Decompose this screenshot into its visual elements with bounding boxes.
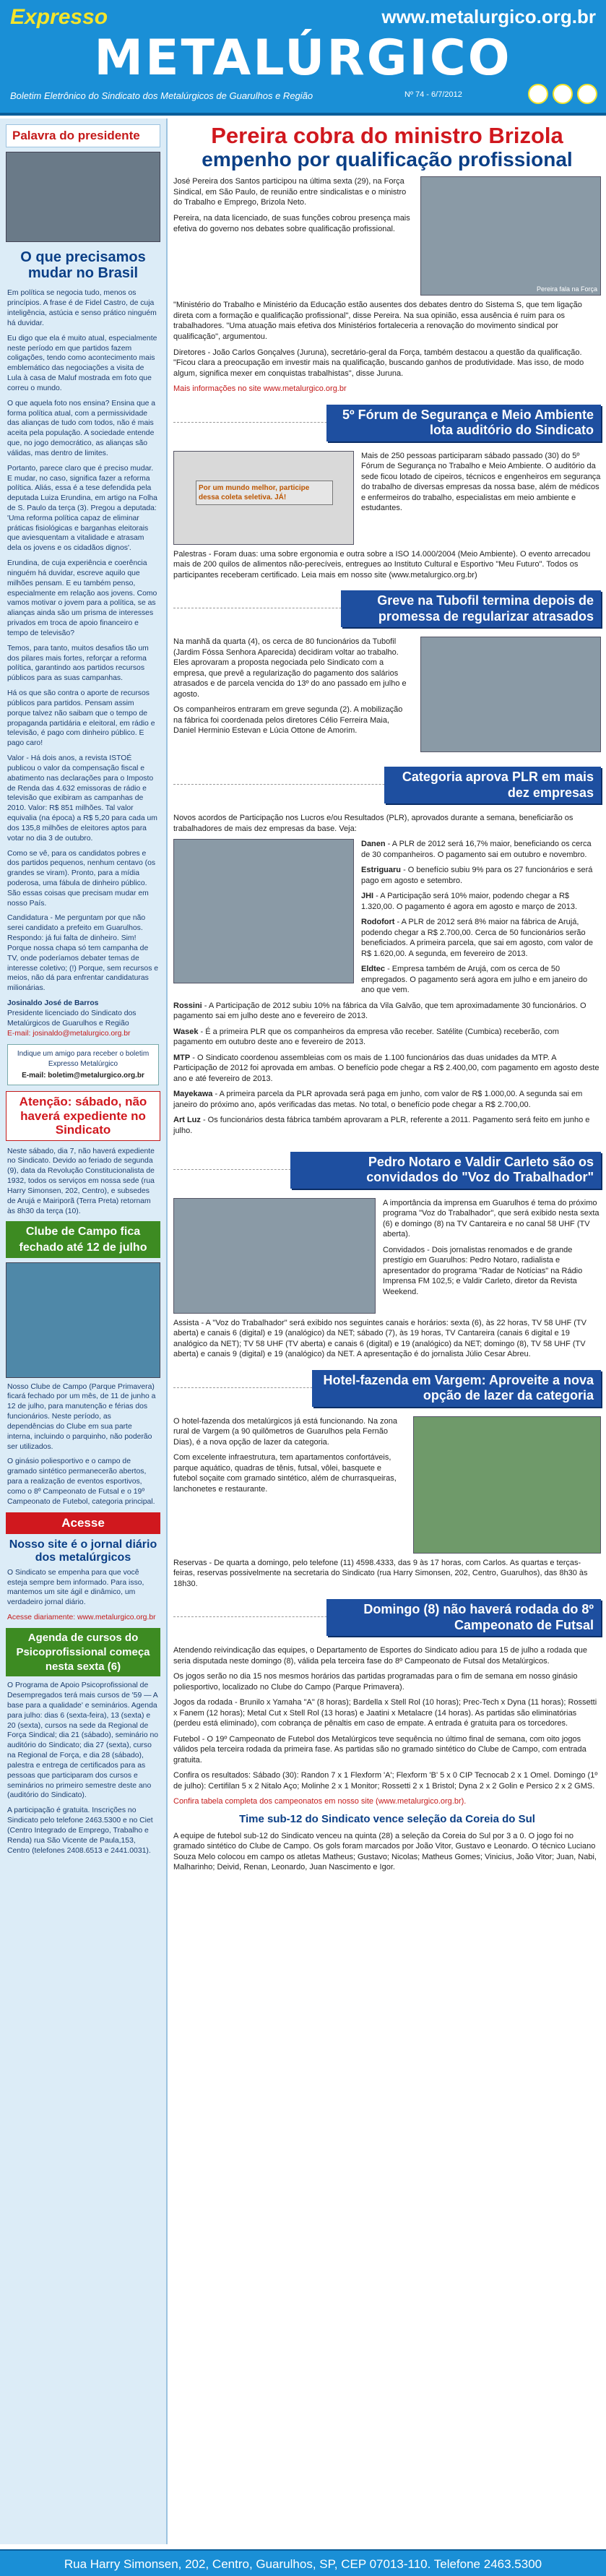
club-title: Clube de Campo fica fechado até 12 de julho	[6, 1221, 160, 1257]
president-paragraph: Candidatura - Me perguntam por que não serei candidato a prefeito em Guarulhos. Respondo: já fui falta de dinheiro. Sim! Porque nossa chapa só tem campanha de TV, onde poderíamos debater temas de interesse coletivo; (!) Porque, sem recursos e meios, não dá para enfrentar candidaturas milionárias.	[7, 914, 159, 993]
section-banner	[173, 402, 601, 444]
seal-icon	[553, 84, 573, 104]
banner-title: 5º Fórum de Segurança e Meio Ambiente lota auditório do Sindicato	[326, 405, 601, 441]
president-photo	[6, 152, 160, 242]
pereira-photo	[420, 176, 601, 296]
article-paragraph: "Ministério do Trabalho e Ministério da Educação estão ausentes dos debates dentro do Sistema S, que tem ligação direta com a formação e qualificação profissional", disse Pereira. Na sua opinião, essa ausência é ruim para os trabalhadores. "Uma atuação mais efetiva dos Ministérios fortaleceria a renovação do movimento sindical por qualificação", argumentou.	[173, 301, 582, 341]
article-paragraph: Com excelente infraestrutura, tem apartamentos confortáveis, parque aquático, quadras de tênis, futsal, vôlei, basquete e futebol soçaite com gramado sintético, além de churrasqueiras, lanchonetes e restaurante.	[173, 1453, 397, 1494]
access-title: Acesse	[6, 1512, 160, 1534]
plr-intro: Novos acordos de Participação nos Lucros e/ou Resultados (PLR), aprovados durante a semana, beneficiarão os trabalhadores de mais dez empresas da base. Veja:	[173, 814, 573, 833]
plr-item	[173, 1027, 601, 1048]
subscribe-text: Indique um amigo para receber o boletim Expresso Metalúrgico	[17, 1050, 150, 1068]
club-text: Nosso Clube de Campo (Parque Primavera) ficará fechado por um mês, de 11 de junho a 12 de julho, para manutenção e férias dos funcionários. Neste período, as dependências do Clube em sua parte interna, incluindo o parquinho, não poderão ser utilizados.	[7, 1382, 156, 1451]
masthead	[0, 0, 606, 116]
forum-photo	[173, 451, 354, 545]
president-paragraph: Valor - Há dois anos, a revista ISTOÉ publicou o valor da compensação fiscal e abatimento nas declarações para o Imposto de Renda das 4.632 emissoras de rádio e televisão que exibiram as campanhas de 2010. Valor: R$ 851 milhões. Tal valor equivalia (na época) a R$ 5,20 para cada um dos 135,8 milhões de eleitores aptos para votar no dia 3 de outubro.	[7, 754, 157, 843]
article-paragraph: Futebol - O 19º Campeonato de Futebol dos Metalúrgicos teve sequência no último final de semana, com oito jogos válidos pela terceira rodada da primeira fase. As partidas são no gramado sintético do Clube de Campo, com entrada gratuita.	[173, 1734, 586, 1765]
club-pool-photo	[6, 1262, 160, 1378]
article-site-link[interactable]: Confira tabela completa dos campeonatos em nosso site (www.metalurgico.org.br).	[173, 1797, 467, 1806]
plr-company-name: Estriguaru	[361, 866, 402, 875]
agenda-text: O Programa de Apoio Psicoprofissional de Desempregados terá mais cursos de '59 — A base para a qualidade' e seminários. Agenda para julho: dias 6 (sexta-feira), 13 (sexta) e 20 (sexta), cursos na sede da Regional de Força Sindical; dia 21 (sábado), seminário no auditório do Sindicato; dia 27 (sexta), curso na Regional de Força, e dia 28 (sábado), palestra e entrega de certificados para as pessoas que participaram dos cursos e seminários no primeiro semestre deste ano (auditório do Sindicato).	[7, 1681, 159, 1800]
president-role: Presidente licenciado do Sindicato dos Metalúrgicos de Guarulhos e Região	[7, 1009, 137, 1028]
plr-assembly-photo	[173, 839, 354, 983]
section-banner	[173, 587, 601, 629]
article-paragraph: Os jogos serão no dia 15 nos mesmos horários das partidas programadas para o fim de semana em nosso ginásio poliesportivo, localizado no Clube do Campo (Parque Primavera).	[173, 1672, 578, 1692]
plr-company-name: Eldtec	[361, 965, 386, 974]
article-paragraph: Palestras - Foram duas: uma sobre ergonomia e outra sobre a ISO 14.000/2004 (Meio Ambiente). O evento arrecadou mais de 200 quilos de alimentos não-perecíveis, entregues ao Instituto Cultural e Esportivo "Meu Futuro". Todos os participantes receberam certificado. Leia mais em nosso site (www.metalurgico.org.br)	[173, 549, 591, 580]
alert-title: Atenção: sábado, não haverá expediente no Sindicato	[6, 1091, 160, 1141]
plr-company-text: - A Participação de 2012 subiu 10% na fábrica da Vila Galvão, que tem aproximadamente 30 funcionários. O pagamento sai em julho deste ano e fevereiro de 2013.	[173, 1001, 586, 1021]
club-text: O ginásio poliesportivo e o campo de gramado sintético permanecerão abertos, para a realização de eventos esportivos, como o 8º Campeonato de Futsal e o 19º Campeonato de Futebol, categoria principal.	[7, 1457, 155, 1506]
plr-company-text: - O benefício subiu 9% para os 27 funcionários e será pago em agosto e setembro.	[361, 866, 593, 885]
plr-company-name: Mayekawa	[173, 1090, 213, 1099]
lead-headline: Pereira cobra do ministro Brizola	[211, 123, 563, 148]
president-paragraph: Em política se negocia tudo, menos os princípios. A frase é de Fidel Castro, de cuja inteligência, astúcia e senso prático ninguém há duvidar.	[7, 289, 157, 327]
plr-company-name: Rossini	[173, 1001, 202, 1010]
plr-company-name: Rodofort	[361, 918, 395, 927]
union-seals	[528, 84, 597, 104]
plr-company-name: Art Luz	[173, 1116, 201, 1125]
president-paragraph: Como se vê, para os candidatos pobres e dos partidos pequenos, nenhum centavo (os grandes se viram). Pronto, para a mídia poderosa, uma fábula de dinheiro público. São essas coisas que precisam mudar em nosso País.	[7, 849, 156, 908]
plr-company-text: - A primeira parcela da PLR aprovada será paga em junho, com valor de R$ 1.000,00. A segunda sai em janeiro do próximo ano, após verificadas das metas. No total, o benefício pode chegar a R$ 2.700,00.	[173, 1090, 583, 1109]
subscribe-box	[7, 1044, 159, 1085]
president-paragraph: Há os que são contra o aporte de recursos públicos para partidos. Pensam assim porque talvez não saibam que o tempo de propaganda partidária e eleitoral, em rádio e televisão, é pago com dinheiro público. E pago caro!	[7, 689, 155, 748]
article-paragraph: Atendendo reivindicação das equipes, o Departamento de Esportes do Sindicato adiou para 15 de julho a rodada que seria disputada neste domingo (8), válida pela terceira fase do 8º Campeonato de Futsal dos Metalúrgicos.	[173, 1646, 588, 1666]
plr-item	[173, 1001, 601, 1022]
plr-company-name: MTP	[173, 1053, 191, 1062]
tubofil-strike-photo	[420, 637, 601, 752]
plr-company-name: Wasek	[173, 1027, 199, 1036]
plr-item	[173, 1053, 601, 1085]
president-paragraph: Temos, para tanto, muitos desafios tão um dos pilares mais fortes, reforçar a reforma política, garantindo aos partidos recursos públicos para as suas campanhas.	[7, 644, 149, 683]
article-paragraph: A importância da imprensa em Guarulhos é tema do próximo programa "Voz do Trabalhador", que será exibido nesta sexta (6) e domingo (8) na TV Cantareira e no canal 58 UHF (TV aberta).	[383, 1198, 599, 1239]
article-paragraph: Diretores - João Carlos Gonçalves (Juruna), secretário-geral da Força, também destacou a questão da qualificação. "Ficou clara a preocupação em investir mais na qualificação, buscando ganhos de produtividade. Mas isso, de modo algum, significa mexer em conquistas trabalhistas", disse Juruna.	[173, 348, 584, 378]
president-paragraph: Eu digo que ela é muito atual, especialmente neste período em que partidos fazem coligações, tendo como acontecimento mais emblemático das negociações a visita de Lula à casa de Maluf mostrada em foto que correu o mundo.	[7, 334, 157, 392]
access-site-link[interactable]: Acesse diariamente: www.metalurgico.org.br	[7, 1614, 156, 1622]
masthead-kicker: Expresso	[10, 5, 108, 29]
issue-number: Nº 74 - 6/7/2012	[404, 90, 462, 99]
banner-title: Pedro Notaro e Valdir Carleto são os convidados do "Voz do Trabalhador"	[290, 1152, 601, 1189]
photo-caption: Pereira fala na Força	[536, 285, 597, 293]
banner-title: Categoria aprova PLR em mais dez empresas	[384, 767, 601, 804]
banner-title: Hotel-fazenda em Vargem: Aproveite a nova opção de lazer da categoria	[312, 1370, 601, 1407]
article-paragraph: A equipe de futebol sub-12 do Sindicato venceu na quinta (28) a seleção da Coreia do Sul por 3 a 0. O jogo foi no gramado sintético do Clube de Campo. Os gols foram marcados por João Vitor, Gustavo e Leonardo. O técnico Luciano Souza Melo colocou em campo os atletas Matheus; Gustavo; Nicolas; Matheus Gomes; Vinicius, João Vitor; Juan, Nabi, Malharinho; Deivid, Renan, Leonardo, Juan Nascimento e Igor.	[173, 1831, 597, 1872]
section-banner	[173, 1149, 601, 1191]
article-paragraph: Assista - A "Voz do Trabalhador" será exibido nos seguintes canais e horários: sexta (6), às 22 horas, TV 58 UHF (TV aberta) e canais 6 (digital) e 19 (analógico) da NET; sábado (7), às 19 horas, TV Cantareira (canais 6 digital e 19 analógico da NET); TV 58 UHF (TV aberta) e canais 6 (digital) e 19 (analógico) da NET; domingo (8), TV 58 UHF (TV aberta) e canais 9 (digital) e 19 (analógico) da NET. A apresentação é do jornalista Júlio Cesar Abreu.	[173, 1318, 586, 1359]
section-banner	[173, 1367, 601, 1409]
plr-item	[173, 1089, 601, 1110]
plr-company-text: - A PLR de 2012 será 8% maior na fábrica de Arujá, podendo chegar a R$ 2.700,00. Cerca de 50 funcionários serão beneficiados. A primeira parcela, que sai em agosto, com valor de R$ 1.620,00. A segunda, em fevereiro de 2013.	[361, 918, 594, 958]
alert-text: Neste sábado, dia 7, não haverá expediente no Sindicato. Devido ao feriado de segunda (9), data da Revolução Constitucionalista de 1932, todos os serviços em nossa sede (rua Harry Simonsen, 202, Centro), e subsedes de Arujá e Mairiporã (Terra Preta) retornam às 8h30 da terça (10).	[7, 1147, 155, 1215]
main-column	[173, 119, 601, 1878]
section-banner	[173, 764, 601, 806]
plr-item	[173, 1115, 601, 1136]
hotel-photo	[413, 1416, 601, 1554]
section-banner	[173, 1596, 601, 1638]
left-sidebar	[0, 119, 168, 2544]
article-paragraph: Os companheiros entraram em greve segunda (2). A mobilização na fábrica foi coordenada pelos diretores Célio Ferreira Maia, Daniel Herminio Estevan e Lúcia Ottone de Amorim.	[173, 705, 403, 736]
president-section-title: Palavra do presidente	[6, 124, 160, 147]
article-paragraph: Reservas - De quarta a domingo, pelo telefone (11) 4598.4333, das 9 às 17 horas, com Carlos. As quartas e terças-feiras, reservas possivelmente na secretaria do Sindicato (rua Harry Simonsen, 202, Centro, Guarulhos), das 8h30 às 18h30.	[173, 1558, 588, 1588]
seal-icon	[577, 84, 597, 104]
guests-photo	[173, 1198, 376, 1314]
agenda-title: Agenda de cursos do Psicoprofissional começa nesta sexta (6)	[6, 1628, 160, 1676]
article-paragraph: José Pereira dos Santos participou na última sexta (29), na Força Sindical, em São Paulo, de reunião entre sindicalistas e o ministro do Trabalho e Emprego, Brizola Neto.	[173, 177, 407, 207]
plr-company-name: JHI	[361, 892, 374, 901]
agenda-text: A participação é gratuita. Inscrições no Sindicato pelo telefone 2463.5300 e no Ciet (Centro Integrado de Emprego, Trabalho e Renda) rua São Vicente de Paula,153, Centro (telefones 2408.6513 e 2441.0031).	[7, 1806, 153, 1855]
masthead-title: METALÚRGICO	[94, 30, 512, 87]
seal-icon	[528, 84, 548, 104]
president-paragraph: Erundina, de cuja experiência e coerência ninguém há duvidar, escreve aquilo que milhões pensam. E eu também penso, especialmente em relação aos jovens. Como vamos motivar o jovem para a política, se as alianças ainda são um prisma de interesses privados em troca de apoio financeiro e tempo de televisão?	[7, 559, 157, 637]
plr-company-text: - É a primeira PLR que os companheiros da empresa vão receber. Satélite (Cumbica) receberão, com pagamento em outubro deste ano e fevereiro de 2013.	[173, 1027, 559, 1047]
masthead-subtitle: Boletim Eletrônico do Sindicato dos Metalúrgicos de Guarulhos e Região	[10, 90, 313, 101]
sub12-title: Time sub-12 do Sindicato vence seleção da Coreia do Sul	[239, 1812, 535, 1825]
article-paragraph: Convidados - Dois jornalistas renomados e de grande prestígio em Guarulhos: Pedro Notaro, radialista e apresentador do programa "Radar de Notícias" na Rádio Imprensa FM 102,5; e Valdir Carleto, diretor da Revista Weekend.	[383, 1245, 583, 1296]
president-signature: Josinaldo José de Barros	[7, 999, 99, 1008]
banner-title: Greve na Tubofil termina depois de promessa de regularizar atrasados	[341, 590, 601, 627]
president-email-link[interactable]: E-mail: josinaldo@metalurgico.org.br	[7, 1029, 131, 1038]
president-paragraph: O que aquela foto nos ensina? Ensina que a forma política atual, com a permissividade das alianças de tudo com todos, não é mais aceita pela população. A sociedade entende que, no jogo democrático, as alianças são válidas, mas dentro de limites.	[7, 399, 156, 457]
article-paragraph: Mais de 250 pessoas participaram sábado passado (30) do 5º Fórum de Segurança no Trabalho e Meio Ambiente. O auditório da sede ficou lotado de cipeiros, técnicos e engenheiros em segurança do trabalho de diversas empresas da nossa base, além de médicos e enfermeiros do trabalho, especialistas em meio ambiente e estudantes.	[361, 451, 601, 513]
article-paragraph: Pereira, na data licenciado, de suas funções cobrou presença mais efetiva do governo nos debates sobre qualificação profissional.	[173, 213, 410, 233]
article-paragraph: Na manhã da quarta (4), os cerca de 80 funcionários da Tubofil (Jardim Fóssa Senhora Aparecida) decidiram voltar ao trabalho. Eles aprovaram a proposta negociada pelo Sindicato com a empresa, que prevê a regularização do pagamento dos salários atrasados e de parcela vencida do 13º do ano passado em julho e agosto.	[173, 637, 407, 699]
masthead-url-link[interactable]: www.metalurgico.org.br	[381, 6, 596, 27]
plr-company-text: - Empresa também de Arujá, com os cerca de 50 empregados. O pagamento será agora em julho e em janeiro do ano que vem.	[361, 965, 588, 995]
subscribe-email-link[interactable]: E-mail: boletim@metalurgico.org.br	[22, 1071, 144, 1080]
plr-company-name: Danen	[361, 840, 386, 849]
lead-subheadline: empenho por qualificação profissional	[202, 147, 573, 171]
banner-title: Domingo (8) não haverá rodada do 8º Campeonato de Futsal	[326, 1599, 601, 1636]
plr-company-text: - Os funcionários desta fábrica também aprovaram a PLR, referente a 2011. Pagamento será feito em junho e julho.	[173, 1116, 590, 1135]
president-paragraph: Portanto, parece claro que é preciso mudar. E mudar, no caso, significa fazer a reforma política. Aliás, essa é a tese defendida pela deputada Luiza Erundina, em artigo na Folha de S. Paulo da terça (3). Pregou a deputada: 'Uma reforma política capaz de eliminar práticas fisiológicas e barganhas eleitorais que aviesquentam a vitalidade e atrasam dela os jovens e os cidadãos dignos'.	[7, 464, 157, 553]
plr-company-text: - A Participação será 10% maior, podendo chegar a R$ 1.320,00. O pagamento é agora em agosto e março de 2013.	[361, 892, 578, 911]
footer-address: Rua Harry Simonsen, 202, Centro, Guarulhos, SP, CEP 07013-110. Telefone 2463.5300	[0, 2549, 606, 2576]
plr-company-text: - A PLR de 2012 será 16,7% maior, beneficiando os cerca de 30 companheiros. O pagamento sai em outubro e novembro.	[361, 840, 592, 859]
article-paragraph: O hotel-fazenda dos metalúrgicos já está funcionando. Na zona rural de Vargem (a 90 quilômetros de Guarulhos pela Fernão Dias), é a nova opção de lazer da categoria.	[173, 1416, 398, 1447]
forum-sign: Por um mundo melhor, participe dessa coleta seletiva. JÁ!	[196, 481, 333, 505]
plr-company-text: - O Sindicato coordenou assembleias com os mais de 1.100 funcionários das duas unidades da MTP. A Participação de 2012 foi aprovada em ambas. O benefício pode chegar a R$ 2.400,00, com pagamento em agosto deste ano e até fevereiro de 2013.	[173, 1053, 599, 1083]
access-text: O Sindicato se empenha para que você esteja sempre bem informado. Para isso, mantemos um site ágil e dinâmico, um verdadeiro jornal diário.	[7, 1568, 144, 1607]
article-site-link[interactable]: Mais informações no site www.metalurgico.org.br	[173, 384, 347, 394]
article-paragraph: Jogos da rodada - Brunilo x Yamaha "A" (8 horas); Bardella x Stell Rol (10 horas); Prec-Tech x Dyna (11 horas); Rossetti x Fanem (12 horas); Metal Cut x Stell Rol (13 horas) e Jaatini x Metalacre (14 horas). As partidas são eliminatórias (perdeu está eliminado), com cobrança de pênaltis em caso de empate. A entrada é gratuita para os torcedores.	[173, 1698, 597, 1728]
article-paragraph: Confira os resultados: Sábado (30): Randon 7 x 1 Flexform 'A'; Flexform 'B' 5 x 0 CIP Tecnocab 2 x 1 Omel. Domingo (1º de julho): Certifilan 5 x 2 Nitalo Aço; Molinhe 2 x 1 Monitor; Rossetti 2 x 1 Bristol; Dyna 2 x 2 Golin e Persico 2 x 2 GMS.	[173, 1771, 598, 1791]
access-subtitle: Nosso site é o jornal diário dos metalúrgicos	[9, 1538, 157, 1564]
president-article-title: O que precisamos mudar no Brasil	[20, 249, 146, 282]
